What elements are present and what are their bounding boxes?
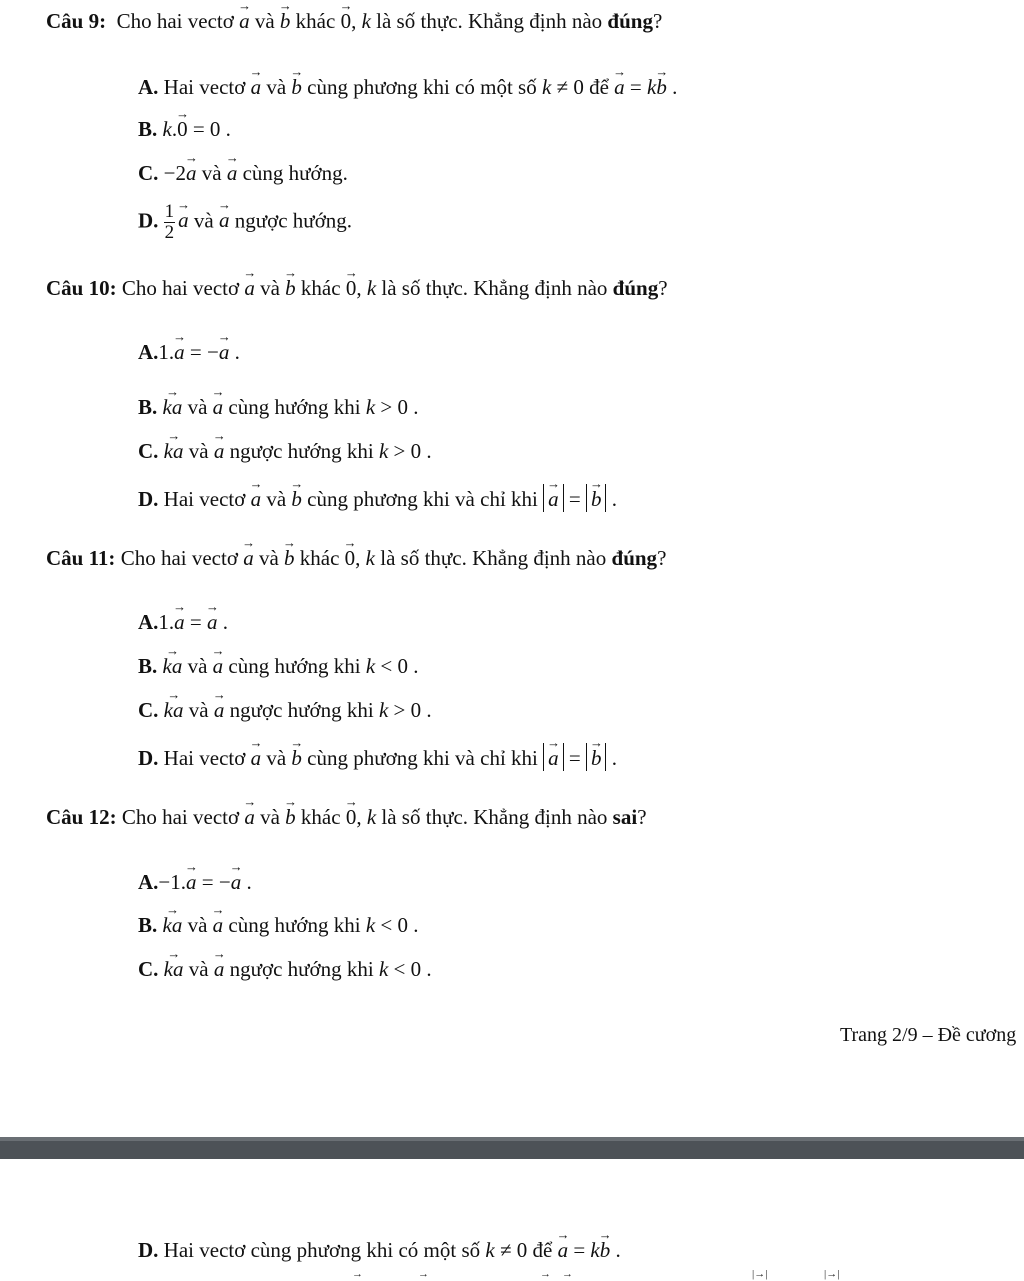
question-10-option-c[interactable]: C. → ka và → a ngược hướng khi k > 0 . [138,441,432,462]
question-9-option-c[interactable]: C. −2→ a và → a cùng hướng. [138,163,348,184]
question-10-option-a[interactable]: A.1.→ a = −→ a . [138,342,240,363]
question-10-stem: Câu 10: Cho hai vectơ → a và → b khác → 0, k là số thực. Khẳng định nào đúng? [46,278,668,299]
question-10-option-b[interactable]: B. → ka và → a cùng hướng khi k > 0 . [138,397,419,418]
question-9-option-a[interactable]: A. Hai vectơ → a và → b cùng phương khi có một số k ≠ 0 để → a = k→ b . [138,77,677,98]
question-9-option-d[interactable]: D. $\frac{1}{2}$ → a và → a ngược hướng. [138,202,352,243]
question-11-option-b[interactable]: B. → ka và → a cùng hướng khi k < 0 . [138,656,419,677]
question-11-option-c[interactable]: C. → ka và → a ngược hướng khi k > 0 . [138,700,432,721]
question-10-option-d[interactable]: D. Hai vectơ → a và → b cùng phương khi và chỉ khi → a = → b . [138,484,617,512]
cut-off-next-line: → → → → |→| |→| [352,1268,840,1280]
question-label: Câu 10: [46,276,117,300]
question-9-option-b[interactable]: B. k.→ 0 = 0 . [138,119,231,140]
page-break-divider [0,1137,1024,1159]
question-11-stem: Câu 11: Cho hai vectơ → a và → b khác → 0, k là số thực. Khẳng định nào đúng? [46,548,666,569]
question-12-option-b[interactable]: B. → ka và → a cùng hướng khi k < 0 . [138,915,419,936]
question-12-option-c[interactable]: C. → ka và → a ngược hướng khi k < 0 . [138,959,432,980]
question-label: Câu 12: [46,805,117,829]
question-12-option-a[interactable]: A.−1.→ a = −→ a . [138,872,252,893]
fraction: $\frac{1}{2}$ [164,201,175,243]
question-12-stem: Câu 12: Cho hai vectơ → a và → b khác → 0, k là số thực. Khẳng định nào sai? [46,807,647,828]
question-label: Câu 11: [46,546,116,570]
question-9-stem: Câu 9: Cho hai vectơ → a và → b khác → 0, k là số thực. Khẳng định nào đúng? [46,11,662,32]
question-12-option-d[interactable]: D. Hai vectơ cùng phương khi có một số k ≠ 0 để → a = k→ b . [138,1240,621,1261]
question-label: Câu 9: [46,9,107,33]
page-footer: Trang 2/9 – Đề cương [840,1024,1017,1046]
question-11-option-d[interactable]: D. Hai vectơ → a và → b cùng phương khi và chỉ khi → a = → b . [138,743,617,771]
question-11-option-a[interactable]: A.1.→ a = → a . [138,612,228,633]
